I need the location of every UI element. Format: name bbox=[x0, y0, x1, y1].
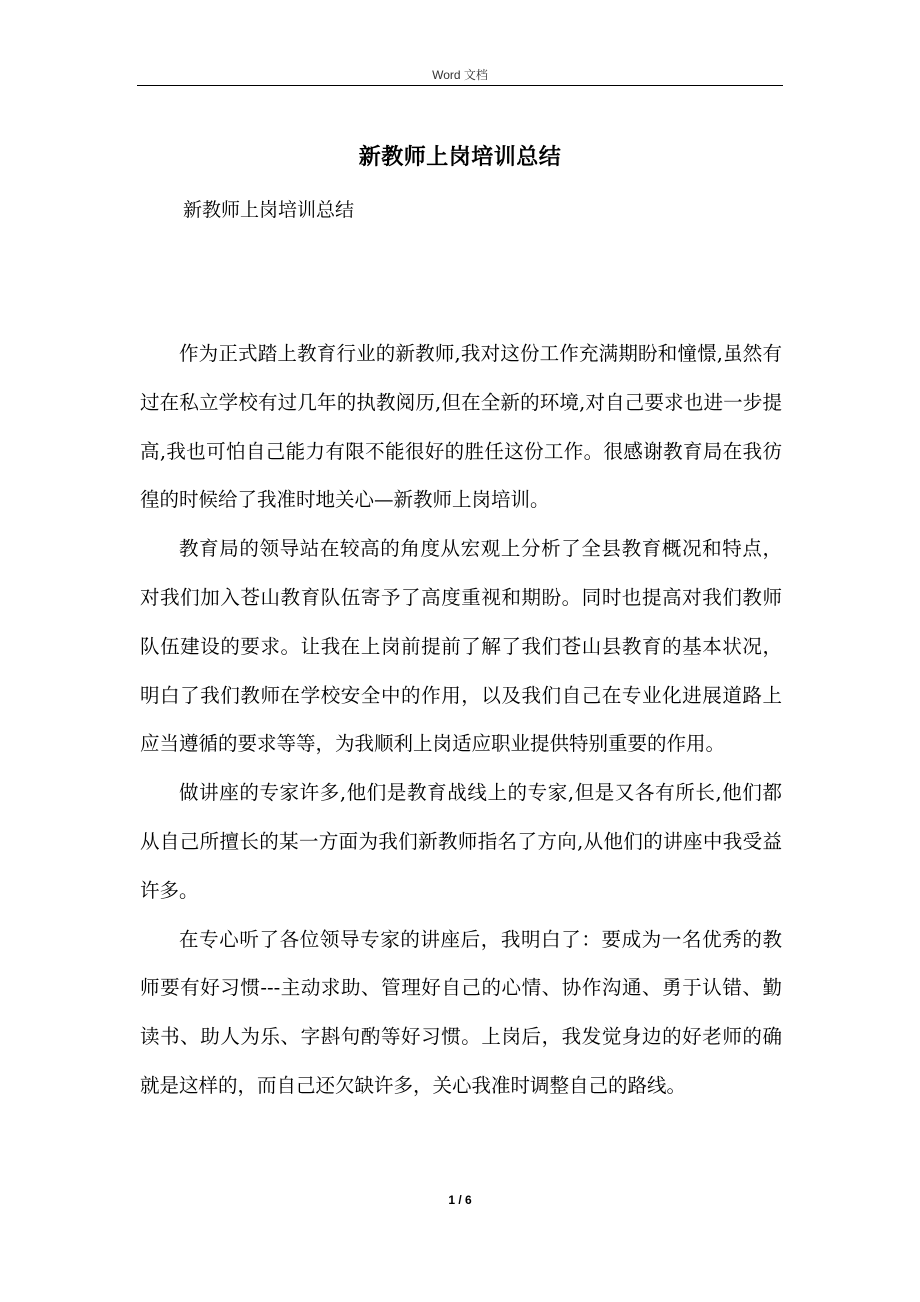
body-paragraph-4: 在专心听了各位领导专家的讲座后，我明白了：要成为一名优秀的教师要有好习惯---主动求助、管理好自己的心情、协作沟通、勇于认错、勤读书、助人为乐、字斟句酌等好习惯。上岗后，我发觉身边的好老师的确就是这样的，而自己还欠缺许多，关心我准时调整自己的路线。 bbox=[140, 927, 782, 1097]
page-number: 1 / 6 bbox=[448, 1193, 472, 1207]
header-divider bbox=[137, 85, 783, 86]
document-subtitle: 新教师上岗培训总结 bbox=[183, 199, 355, 221]
document-header-label: Word 文档 bbox=[432, 68, 488, 82]
document-title: 新教师上岗培训总结 bbox=[358, 144, 562, 170]
body-paragraph-1: 作为正式踏上教育行业的新教师,我对这份工作充满期盼和憧憬,虽然有过在私立学校有过几年的执教阅历,但在全新的环境,对自己要求也进一步提高,我也可怕自己能力有限不能很好的胜任这份工作。很感谢教育局在我彷徨的时候给了我准时地关心—新教师上岗培训。 bbox=[140, 342, 782, 512]
document-body bbox=[140, 330, 782, 1111]
body-paragraph-2: 教育局的领导站在较高的角度从宏观上分析了全县教育概况和特点，对我们加入苍山教育队伍寄予了高度重视和期盼。同时也提高对我们教师队伍建设的要求。让我在上岗前提前了解了我们苍山县教育的基本状况，明白了我们教师在学校安全中的作用，以及我们自己在专业化进展道路上应当遵循的要求等等，为我顺利上岗适应职业提供特别重要的作用。 bbox=[140, 537, 782, 756]
body-paragraph-3: 做讲座的专家许多,他们是教育战线上的专家,但是又各有所长,他们都从自己所擅长的某一方面为我们新教师指名了方向,从他们的讲座中我受益许多。 bbox=[140, 781, 782, 902]
